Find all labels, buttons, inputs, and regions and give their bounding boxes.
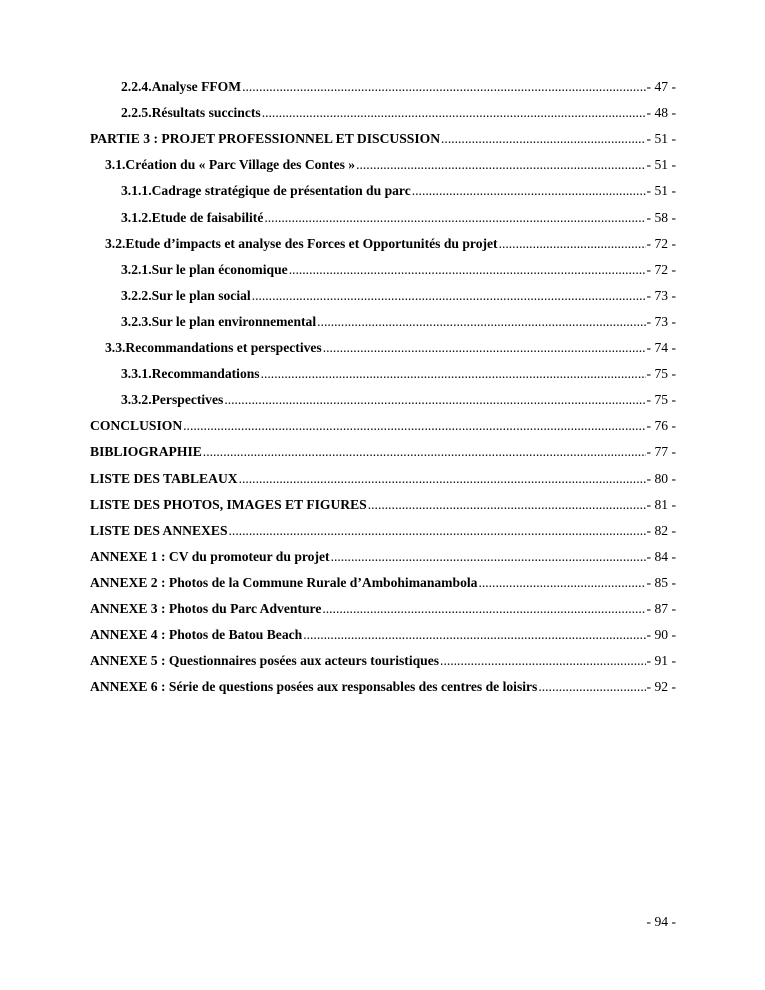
dot-leader [331,548,646,566]
toc-entry[interactable] [0,261,765,283]
toc-entry-title: CONCLUSION [90,418,183,434]
toc-entry-title: Création du « Parc Village des Contes » [125,157,356,173]
toc-entry[interactable] [0,574,765,596]
dot-leader [262,104,646,122]
toc-entry-title: ANNEXE 5 : Questionnaires posées aux acteurs touristiques [90,653,440,669]
toc-entry-title: Recommandations [151,366,260,382]
toc-entry-page: - 72 - [646,235,676,251]
dot-leader [239,470,646,488]
toc-entry-number: 3.1.2. [121,209,152,225]
toc-entry-page: - 48 - [646,105,676,121]
toc-entry[interactable] [0,678,765,700]
toc-entry-page: - 76 - [646,418,676,434]
dot-leader [303,626,645,644]
toc-entry-title: ANNEXE 3 : Photos du Parc Adventure [90,601,322,616]
toc-entry-number: 3.3.1. [121,366,152,382]
dot-leader [252,287,646,305]
dot-leader [368,496,646,514]
toc-entry-page: - 81 - [646,496,676,512]
toc-entry-title: Analyse FFOM [151,79,242,94]
toc-entry[interactable] [0,548,765,570]
toc-entry-title: Etude de faisabilité [151,209,264,225]
toc-entry-page: - 58 - [646,209,676,225]
dot-leader [224,391,645,409]
toc-entry[interactable] [0,78,765,100]
dot-leader [322,600,645,618]
dot-leader [317,313,645,331]
toc-entry-number: 3.1. [105,157,126,173]
toc-entry[interactable] [0,287,765,309]
toc-entry[interactable] [0,391,765,413]
toc-entry-number: 3.2.3. [121,313,152,329]
toc-entry[interactable] [0,652,765,674]
toc-entry-page: - 51 - [646,131,676,147]
toc-entry[interactable] [0,104,765,126]
toc-entry-page: - 90 - [646,627,676,643]
toc-entry[interactable] [0,235,765,257]
toc-entry-page: - 47 - [646,79,676,94]
dot-leader [229,522,646,540]
toc-entry-number: 3.2.2. [121,287,152,303]
dot-leader [261,365,646,383]
dot-leader [356,156,645,174]
dot-leader [289,261,646,279]
dot-leader [478,574,645,592]
toc-entry-title: Sur le plan environnemental [151,313,317,329]
toc-entry-title: ANNEXE 1 : CV du promoteur du projet [90,548,330,564]
toc-entry-number: 3.3. [105,340,126,355]
toc-entry-page: - 87 - [646,601,676,616]
toc-entry[interactable] [0,443,765,465]
toc-entry-number: 2.2.4. [121,79,152,94]
toc-entry-page: - 84 - [646,548,676,564]
dot-leader [440,652,646,670]
toc-entry[interactable] [0,182,765,204]
toc-entry-number: 3.3.2. [121,392,152,408]
toc-entry-title: LISTE DES PHOTOS, IMAGES ET FIGURES [90,496,367,512]
dot-leader [538,678,645,696]
toc-entry-page: - 92 - [646,679,676,695]
toc-entry-page: - 51 - [646,157,676,173]
toc-entry-page: - 72 - [646,261,676,277]
toc-entry[interactable] [0,522,765,544]
toc-entry-title: ANNEXE 6 : Série de questions posées aux responsables des centres de loisirs [90,679,538,695]
toc-entry[interactable] [0,470,765,492]
toc-entry-page: - 74 - [646,340,676,355]
toc-entry[interactable] [0,600,765,622]
toc-entry-title: Cadrage stratégique de présentation du parc [151,183,411,199]
dot-leader [499,235,646,253]
toc-entry-page: - 51 - [646,183,676,199]
toc-entry-page: - 77 - [646,444,676,460]
dot-leader [203,443,646,461]
dot-leader [412,182,646,200]
toc-entry-title: ANNEXE 4 : Photos de Batou Beach [90,627,303,643]
dot-leader [323,339,646,357]
toc-entry-title: Sur le plan économique [151,261,288,277]
toc-entry-title: Sur le plan social [151,287,251,303]
toc-entry-title: Résultats succincts [151,105,261,121]
toc-entry-title: LISTE DES ANNEXES [90,522,228,538]
toc-entry-page: - 80 - [646,470,676,486]
toc-entry-title: BIBLIOGRAPHIE [90,444,202,460]
toc-entry[interactable] [0,626,765,648]
toc-entry-title: Recommandations et perspectives [125,340,322,355]
toc-entry-page: - 73 - [646,287,676,303]
toc-entry-page: - 82 - [646,522,676,538]
toc-entry-title: PARTIE 3 : PROJET PROFESSIONNEL ET DISCUSSION [90,131,441,147]
toc-entry[interactable] [0,339,765,361]
toc-entry-number: 2.2.5. [121,105,152,121]
toc-entry[interactable] [0,496,765,518]
toc-entry[interactable] [0,365,765,387]
toc-entry-number: 3.2.1. [121,261,152,277]
dot-leader [242,78,645,96]
toc-entry[interactable] [0,130,765,152]
toc-entry[interactable] [0,313,765,335]
dot-leader [183,417,645,435]
dot-leader [441,130,646,148]
toc-entry-page: - 91 - [646,653,676,669]
toc-entry-page: - 75 - [646,366,676,382]
toc-entry[interactable] [0,209,765,231]
toc-entry-title: Perspectives [151,392,224,408]
toc-entry-title: Etude d’impacts et analyse des Forces et Opportunités du projet [125,235,498,251]
toc-entry[interactable] [0,156,765,178]
toc-entry-page: - 85 - [646,574,676,590]
toc-entry-title: ANNEXE 2 : Photos de la Commune Rurale d’Ambohimanambola [90,574,478,590]
toc-entry-number: 3.2. [105,235,126,251]
page-number: - 94 - [646,914,676,929]
dot-leader [264,209,645,227]
toc-entry-page: - 73 - [646,313,676,329]
toc-entry-number: 3.1.1. [121,183,152,199]
toc-entry[interactable] [0,417,765,439]
toc-entry-page: - 75 - [646,392,676,408]
toc-entry-title: LISTE DES TABLEAUX [90,470,238,486]
